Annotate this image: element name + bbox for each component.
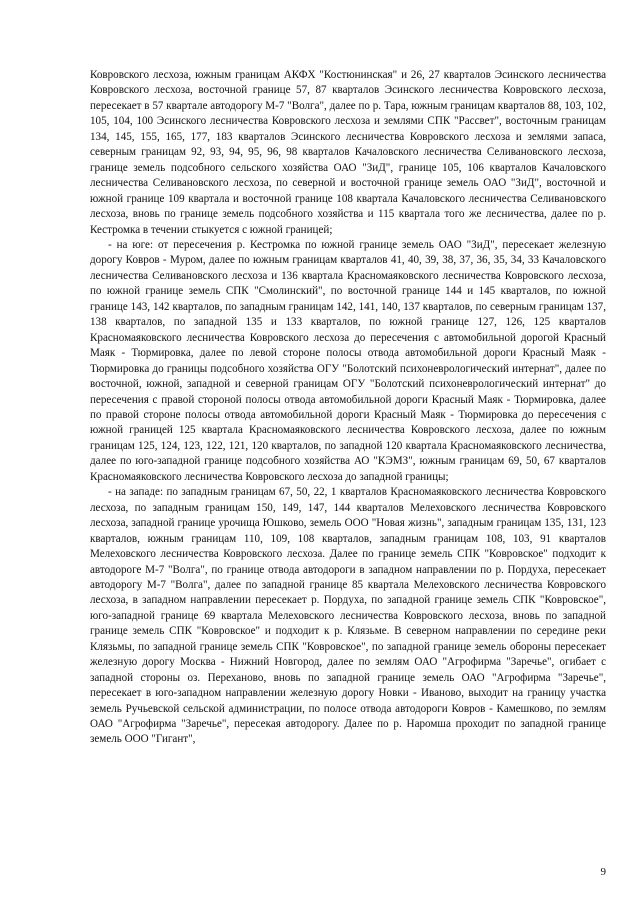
page-number: 9 [600, 866, 606, 878]
paragraph-west: - на западе: по западным границам 67, 50, 22, 1 кварталов Красномаяковского лесничества Ковровского лесхоза, по западным границам 150, 149, 147, 144 кварталов Мелеховского лесничества Ковровского лесхоза, западной границе урочища Юшково, земель ООО "Новая жизнь", западным границам 135, 131, 123 кварталов, южным границам 110, 109, 108 кварталов, западным границам 108, 103, 91 кварталов Мелеховского лесничества Ковровского лесхоза. Далее по границе земель СПК "Ковровское" подходит к автодороге М-7 "Волга", по границе отвода автодороги в западном направлении по р. Пордуха, пересекает автодорогу М-7 "Волга", далее по западной границе 85 квартала Мелеховского лесничества Ковровского лесхоза, в западном направлении пересекает р. Пордуха, по западной границе земель СПК "Ковровское", юго-западной границе 69 квартала Мелеховского лесничества Ковровского лесхоза, вновь по западной границе земель СПК "Ковровское" и подходит к р. Клязьме. В северном направлении по середине реки Клязьмы, по западной границе земель СПК "Ковровское", по западной границе земель обороны пересекает железную дорогу Москва - Нижний Новгород, далее по землям ОАО "Агрофирма "Заречье", огибает с западной стороны оз. Перехановo, вновь по западной границе земель ОАО "Агрофирма "Заречье", пересекает в юго-западном направлении железную дорогу Новки - Иваново, выходит на границу участка земель Ручьевской сельской администрации, по полосе отвода автодороги Ковров - Камешково, по землям ОАО "Агрофирма "Заречье", пересекая автодорогу. Далее по р. Наромша проходит по западной границе земель ООО "Гигант", [90, 486, 606, 746]
paragraph-south: - на юге: от пересечения р. Кестромка по южной границе земель ОАО "ЗиД", пересекает железную дорогу Ковров - Муром, далее по южным границам кварталов 41, 40, 39, 38, 37, 36, 35, 34, 33 Качаловского лесничества Селивановского лесхоза и 136 квартала Красномаяковского лесничества Ковровского лесхоза, по южной границе земель СПК "Смолинский", по восточной границе 144 и 145 кварталов, по южной границе 143, 142 кварталов, по западным границам 142, 141, 140, 137 кварталов, по северным границам 137, 138 кварталов, по западной 135 и 133 кварталов, по южной границе 127, 126, 125 кварталов Красномаяковского лесничества Ковровского лесхоза до пересечения с автомобильной дорогой Красный Маяк - Тюрмировка, далее по левой стороне полосы отвода автомобильной дороги Красный Маяк - Тюрмировка до границы подсобного хозяйства ОГУ "Болотский психоневрологический интернат", далее по восточной, южной, западной и северной границам ОГУ "Болотский психоневрологический интернат" до пересечения с правой стороной полосы отвода автомобильной дороги Красный Маяк - Тюрмировка, далее по правой стороне полосы отвода автомобильной дороги Красный Маяк - Тюрмировка до пересечения с южной границей 125 квартала Красномаяковского лесничества Ковровского лесхоза, далее по южным границам 125, 124, 123, 122, 121, 120 кварталов, по западной 120 квартала Красномаяковского лесничества, далее по юго-западной границе подсобного хозяйства АО "КЭМЗ", южным границам 69, 50, 67 кварталов Красномаяковского лесничества Ковровского лесхоза до западной границы; [90, 238, 606, 483]
document-body [90, 68, 606, 748]
paragraph-1: Ковровского лесхоза, южным границам АКФХ "Костюнинская" и 26, 27 кварталов Эсинского лесничества Ковровского лесхоза, восточной границе 57, 87 кварталов Эсинского лесничества Ковровского лесхоза, пересекает в 57 квартале автодорогу М-7 "Волга", далее по р. Тара, южным границам кварталов 88, 103, 102, 105, 104, 100 Эсинского лесничества Ковровского лесхоза и землями СПК "Рассвет", восточным границам 134, 145, 155, 165, 177, 183 кварталов Эсинского лесничества Ковровского лесхоза и землями запаса, северным границам 92, 93, 94, 95, 96, 98 кварталов Качаловского лесничества Селивановского лесхоза, границе земель подсобного сельского хозяйства ОАО "ЗиД", границе 105, 106 кварталов Качаловского лесничества Селивановского лесхоза, по северной и восточной границе земель ОАО "ЗиД", восточной и южной границе 109 квартала и восточной границе 108 квартала Качаловского лесничества Селивановского лесхоза, вновь по границе земель подсобного хозяйства и 115 квартала того же лесничества, далее по р. Кестромка в течении стыкуется с южной границей; [90, 69, 606, 236]
